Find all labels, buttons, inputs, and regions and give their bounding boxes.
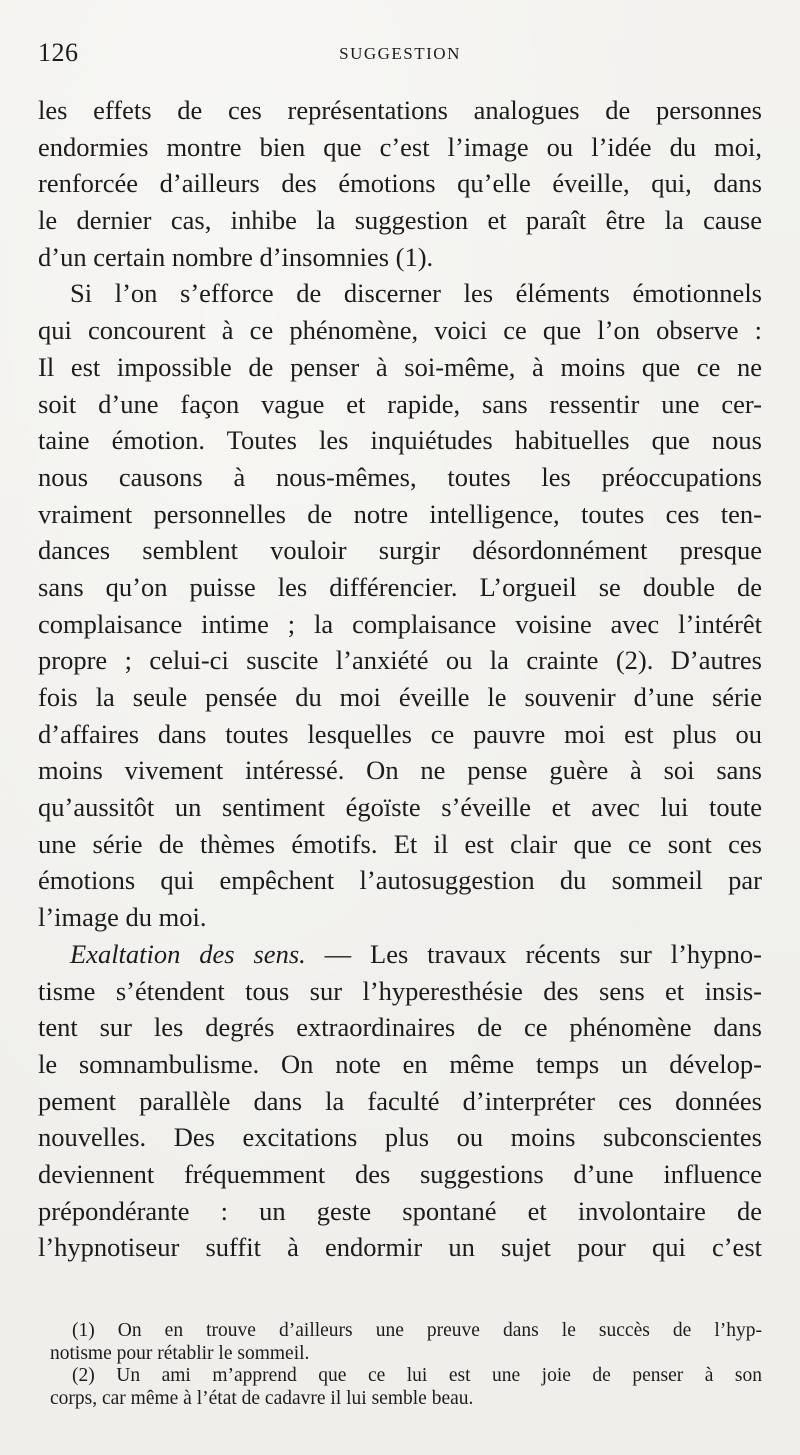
text-line: renforcée d’ailleurs des émotions qu’elle éveille, qui, dans — [38, 168, 762, 199]
section-first-line-text: — Les travaux récents sur l’hypno- — [305, 938, 762, 969]
footnote-1-line-2: notisme pour rétablir le sommeil. — [50, 1342, 310, 1364]
text-line: propre ; celui-ci suscite l’anxiété ou la crainte (2). D’autres — [38, 645, 762, 676]
text-line: soit d’une façon vague et rapide, sans ressentir une cer- — [38, 388, 762, 419]
text-line: tisme s’étendent tous sur l’hyperesthésie des sens et insis- — [38, 975, 762, 1006]
page-number: 126 — [38, 38, 79, 67]
text-line: qui concourent à ce phénomène, voici ce que l’on observe : — [38, 315, 762, 346]
text-line: nouvelles. Des excitations plus ou moins subconscientes — [38, 1122, 762, 1153]
text-line: tent sur les degrés extraordinaires de ce phénomène dans — [38, 1012, 762, 1043]
text-line: sans qu’on puisse les différencier. L’orgueil se double de — [38, 571, 762, 602]
text-line: qu’aussitôt un sentiment égoïste s’éveille et avec lui toute — [38, 792, 762, 823]
text-line: pement parallèle dans la faculté d’interpréter ces données — [38, 1085, 762, 1116]
text-line: dances semblent vouloir surgir désordonnément presque — [38, 535, 762, 566]
paragraph-first-line: Si l’on s’efforce de discerner les éléments émotionnels — [70, 278, 762, 309]
text-line: vraiment personnelles de notre intelligence, toutes ces ten- — [38, 498, 762, 529]
text-line: deviennent fréquemment des suggestions d’une influence — [38, 1158, 762, 1189]
text-line: prépondérante : un geste spontané et involontaire de — [38, 1195, 762, 1226]
text-line: endormies montre bien que c’est l’image ou l’idée du moi, — [38, 131, 762, 162]
text-line: taine émotion. Toutes les inquiétudes habituelles que nous — [38, 425, 762, 456]
text-line: fois la seule pensée du moi éveille le souvenir d’une série — [38, 682, 762, 712]
body-text — [38, 92, 762, 1266]
section-first-line — [38, 936, 762, 973]
footnotes — [50, 1320, 762, 1410]
text-line: l’hypnotiseur suffit à endormir un sujet pour qui c’est — [38, 1232, 762, 1263]
text-line: l’image du moi. — [38, 902, 207, 933]
text-line: moins vivement intéressé. On ne pense guère à soi sans — [38, 755, 762, 786]
footnote-1-line-1: (1) On en trouve d’ailleurs une preuve dans le succès de l’hyp- — [72, 1320, 762, 1341]
footnote-2-line-1: (2) Un ami m’apprend que ce lui est une joie de penser à son — [72, 1365, 762, 1386]
text-line: les effets de ces représentations analogues de personnes — [38, 95, 762, 125]
text-line: nous causons à nous-mêmes, toutes les préoccupations — [38, 461, 762, 492]
running-head: SUGGESTION — [339, 44, 461, 63]
text-line: le somnambulisme. On note en même temps un dévelop- — [38, 1048, 762, 1079]
page-header — [38, 38, 762, 68]
text-line: Il est impossible de penser à soi-même, à moins que ce ne — [38, 351, 762, 382]
text-line: le dernier cas, inhibe la suggestion et paraît être la cause — [38, 205, 762, 236]
text-line: complaisance intime ; la complaisance voisine avec l’intérêt — [38, 608, 762, 639]
text-line: d’un certain nombre d’insomnies (1). — [38, 241, 434, 272]
text-line: d’affaires dans toutes lesquelles ce pauvre moi est plus ou — [38, 718, 762, 749]
section-title: Exaltation des sens. — [70, 938, 306, 969]
text-line: une série de thèmes émotifs. Et il est clair que ce sont ces — [38, 828, 762, 859]
footnote-2-line-2: corps, car même à l’état de cadavre il lui semble beau. — [50, 1387, 474, 1409]
text-line: émotions qui empêchent l’autosuggestion du sommeil par — [38, 865, 762, 896]
